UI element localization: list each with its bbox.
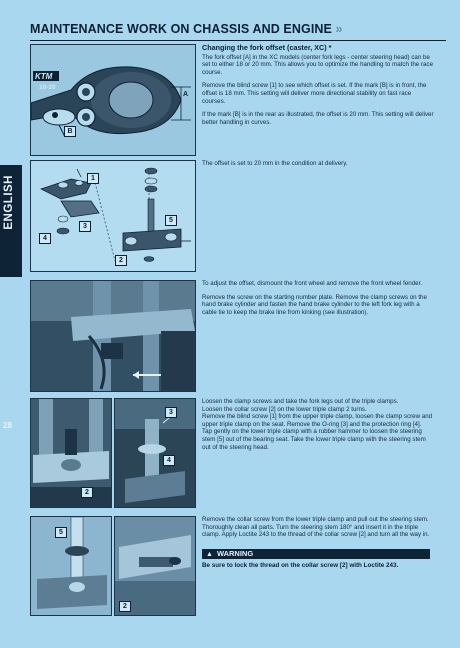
photo-upper-clamp — [115, 399, 195, 507]
paragraph: The offset is set to 20 mm in the condition at delivery. — [202, 160, 348, 167]
label-a: A — [183, 91, 189, 98]
callout-4: 4 — [39, 233, 51, 244]
warning-banner — [202, 549, 430, 559]
warning-message: Be sure to lock the thread on the collar screw [2] with Loctite 243. — [202, 562, 399, 569]
photo-steering-stem — [31, 517, 111, 615]
page-header — [30, 22, 446, 41]
callout-2: 2 — [115, 255, 127, 266]
chevron-right-icon: » — [335, 22, 343, 36]
figure-triple-clamp-top — [30, 44, 196, 156]
photo-lower-clamp — [31, 399, 111, 507]
logo-text: KTM — [35, 72, 53, 81]
page-title-text: MAINTENANCE WORK ON CHASSIS AND ENGINE — [30, 22, 332, 36]
paragraph: Loosen the collar screw [2] on the lower triple clamp 2 turns. — [202, 405, 367, 413]
figure-steering-stem-photo — [30, 516, 112, 616]
paragraph: The fork offset [A] in the XC models (center fork legs - center steering head) can be set to either 18 or 20 mm. This allows you to optimize the handling to match the race course. — [202, 53, 434, 76]
callout-2: 2 — [81, 487, 93, 498]
section-remove-collar-screw — [202, 516, 436, 545]
section-default-offset — [202, 160, 436, 174]
paragraph: If the mark [B] is in the rear as illustrated, the offset is 20 mm. This setting will deliver better handling in curves. — [202, 111, 434, 126]
figure-collar-screw-photo — [114, 516, 196, 616]
section-title: Changing the fork offset (caster, XC) * — [202, 43, 332, 52]
paragraph: Loosen the clamp screws and take the fork legs out of the triple clamps. — [202, 398, 399, 405]
photo-fork-brake — [31, 281, 195, 391]
section-loosen-clamps — [202, 398, 436, 451]
paragraph: Tap gently on the lower triple clamp with a rubber hammer to loosen the steering stem [5] out of the bearing seat. Take the lower triple clamp with the steering stem out of the steering head. — [202, 428, 426, 451]
paragraph: Remove the blind screw [1] to see which offset is set. If the mark [B] is in front, the offset is 18 mm. This setting will deliver more directional stability on fast race courses. — [202, 82, 427, 105]
paragraph: Remove the blind screw [1] from the upper triple clamp, loosen the clamp screw and upper triple clamp on the seat. Remove the O-ring [3] and the protection ring [4]. — [202, 413, 433, 428]
language-label: ENGLISH — [3, 175, 15, 230]
paragraph: Remove the screw on the starting number plate. Remove the clamp screws on the hand brake cylinder and fasten the hand brake cylinder to the left fork leg with a cable tie to keep the brake line from kinking (see illustration). — [202, 293, 427, 316]
section-adjust-offset — [202, 280, 436, 322]
figure-upper-clamp-photo — [114, 398, 196, 508]
callout-5: 5 — [165, 215, 177, 226]
paragraph: Remove the collar screw from the lower triple clamp and pull out the steering stem. Thoroughly clean all parts. Turn the steering stem 180° and insert it in the triple clamp. Apply Loctite 243 to the thread of the collar screw [2] and turn all the way in. — [202, 516, 430, 539]
figure-lower-clamp-photo — [30, 398, 112, 508]
callout-2: 2 — [119, 601, 131, 612]
page-number: 28 — [3, 421, 12, 430]
callout-4: 4 — [163, 455, 175, 466]
language-tab — [0, 165, 22, 430]
section-changing-offset — [202, 44, 436, 132]
triple-clamp-illustration — [31, 45, 195, 155]
callout-3: 3 — [165, 407, 177, 418]
page-title — [30, 22, 343, 36]
callout-3: 3 — [79, 221, 91, 232]
figure-exploded-steering — [30, 160, 196, 272]
callout-b: B — [64, 126, 76, 137]
callout-1: 1 — [87, 173, 99, 184]
warning-triangle-icon: ▲ — [206, 551, 213, 558]
figure-brake-cylinder-photo — [30, 280, 196, 392]
warning-label: WARNING — [216, 549, 254, 558]
callout-5: 5 — [55, 527, 67, 538]
paragraph: To adjust the offset, dismount the front wheel and remove the front wheel fender. — [202, 280, 423, 287]
clamp-offset-text: 10-20 — [39, 84, 56, 91]
